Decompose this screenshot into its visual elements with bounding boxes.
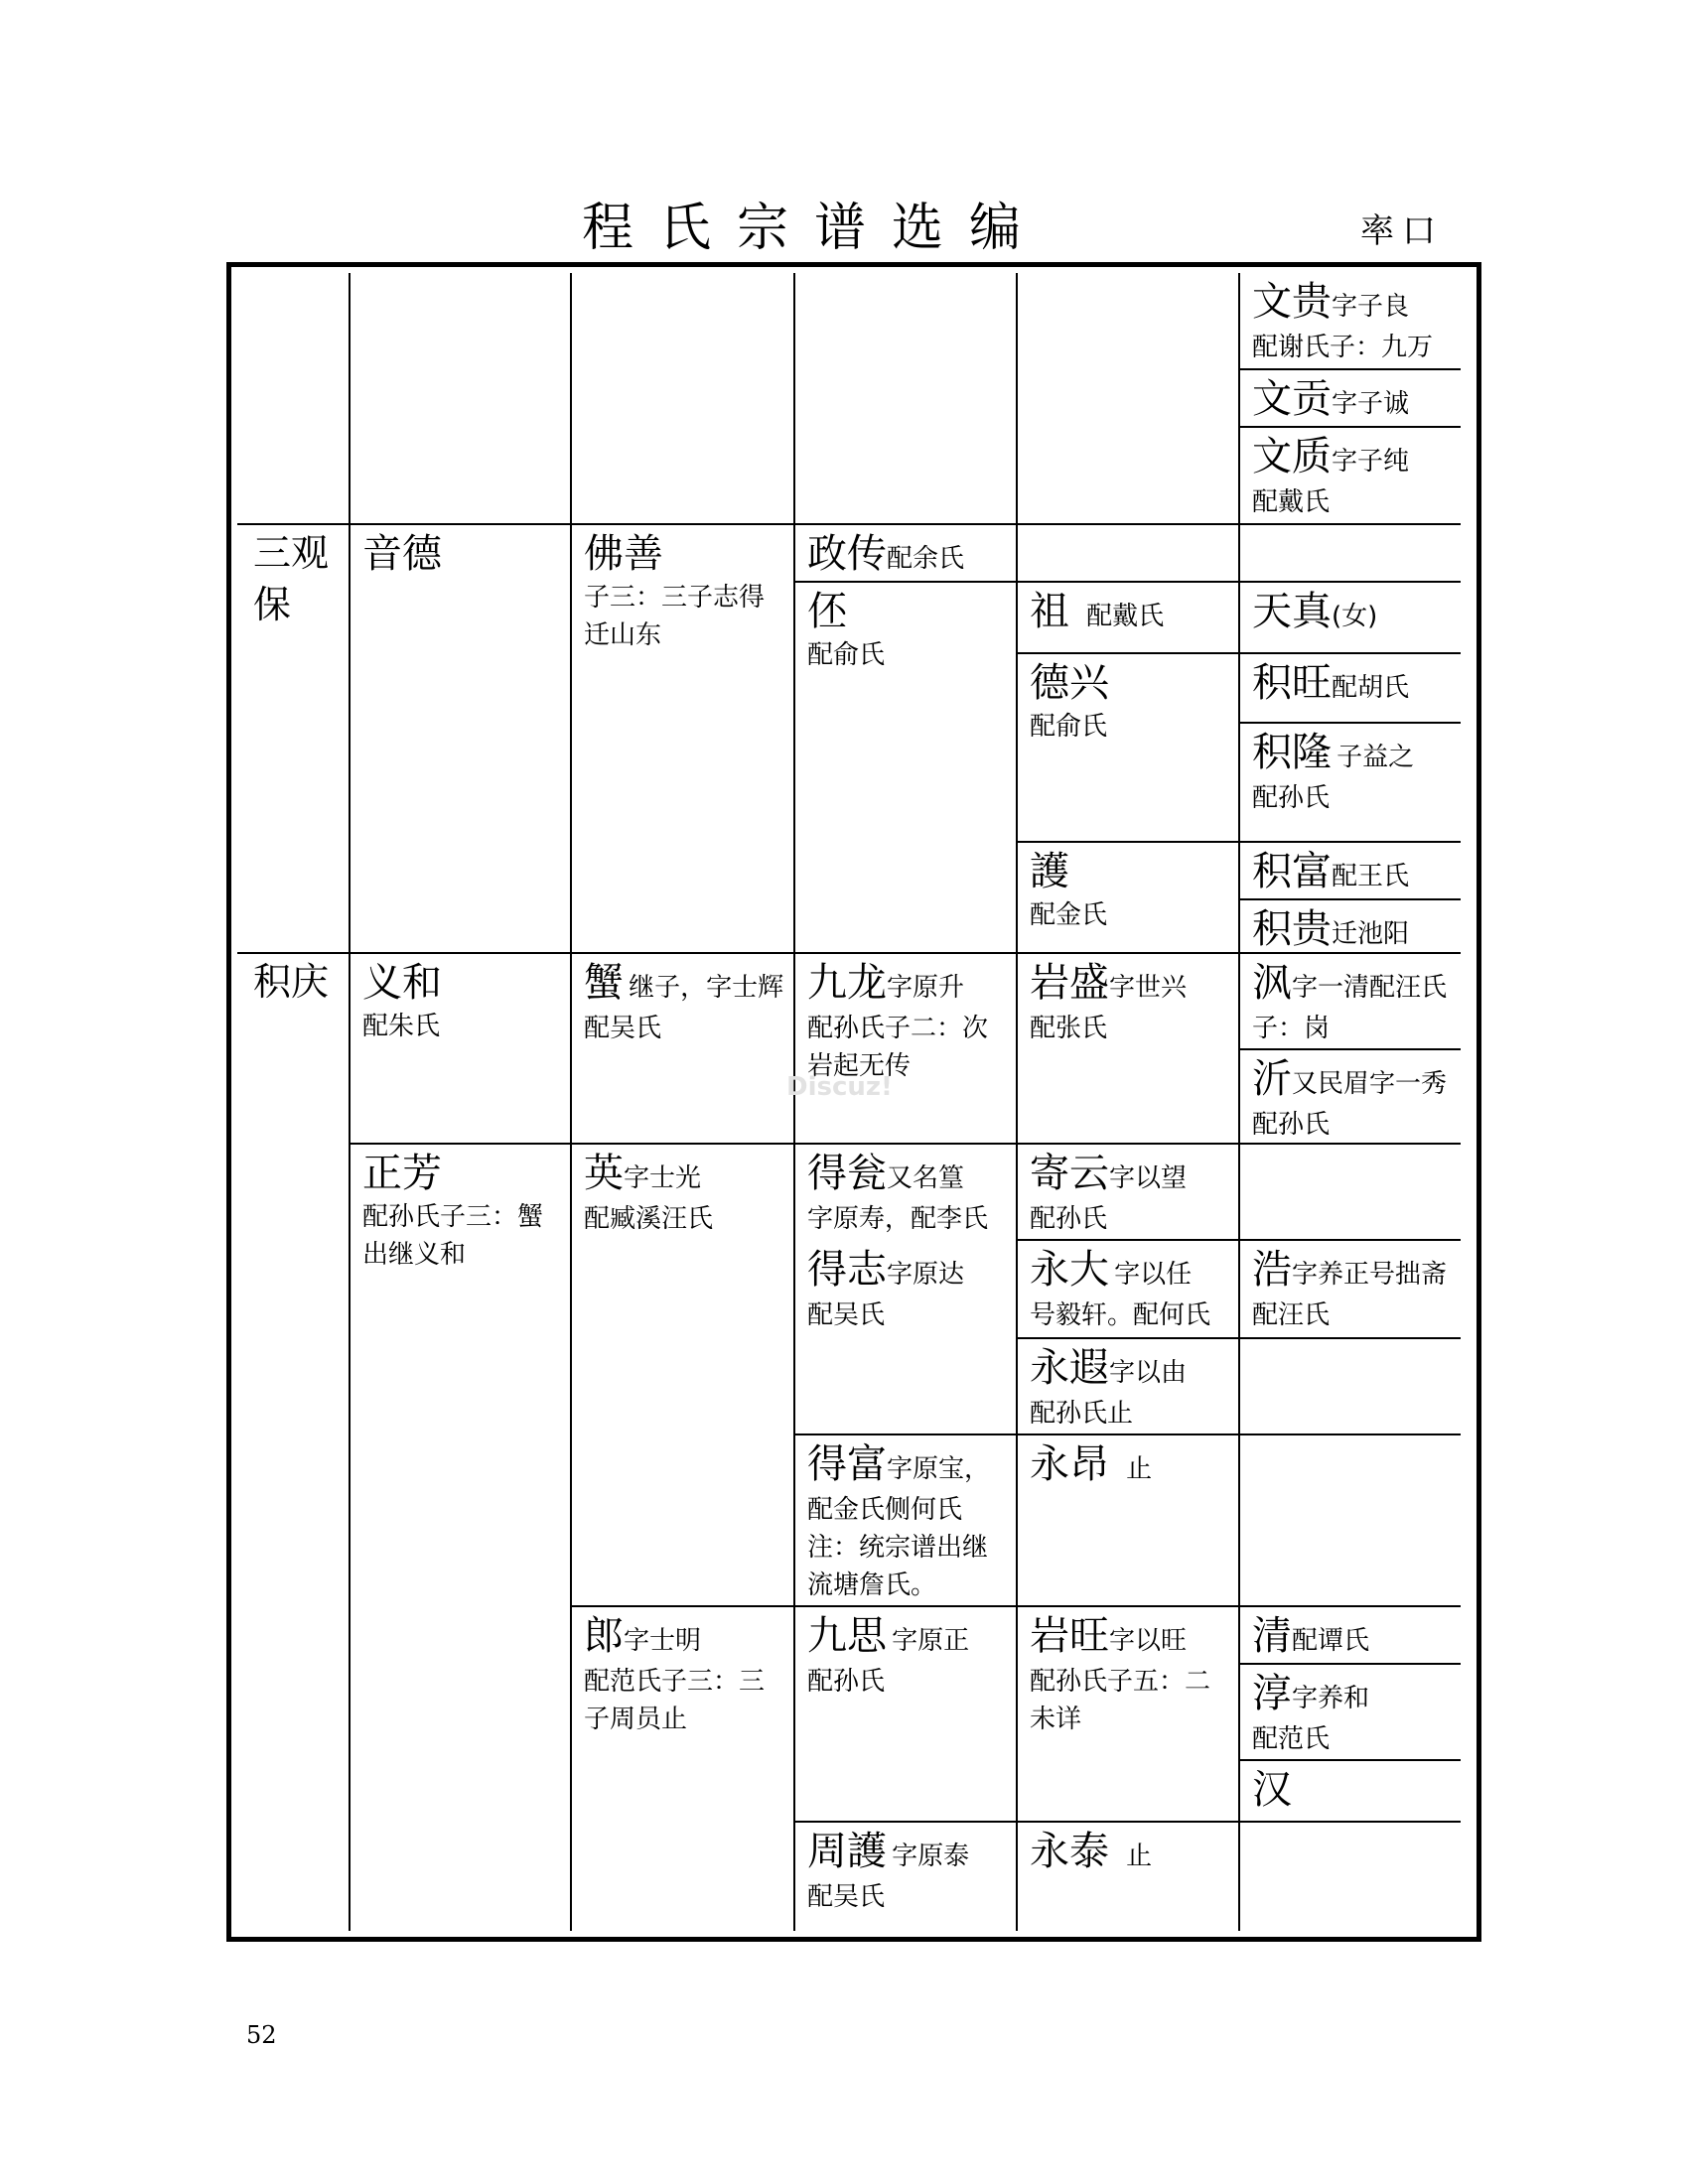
gen6-chun: [1240, 1665, 1461, 1759]
person-note: 配孙氏子五：二未详: [1030, 1667, 1211, 1734]
person-note: 配胡氏: [1332, 673, 1410, 703]
gen5-yongtai: [1018, 1823, 1238, 1931]
gen5-yansheng: [1018, 954, 1238, 1143]
person-name: 积庆: [253, 960, 330, 1004]
person-name: 蟹: [584, 960, 624, 1006]
person-name: 积贵: [1252, 906, 1332, 952]
person-name: 积旺: [1252, 660, 1332, 706]
person-name: 德兴: [1030, 660, 1109, 706]
gen3-foshan: [572, 525, 793, 952]
person-note: 字以由: [1109, 1358, 1188, 1388]
person-note: 字士光: [624, 1163, 702, 1193]
person-note: 号毅轩。配何氏: [1030, 1300, 1211, 1330]
person-name: 天真: [1252, 589, 1332, 634]
person-note: 配谭氏: [1292, 1626, 1370, 1656]
gen6-jifu: [1240, 843, 1461, 898]
gen4-deweng: [795, 1145, 1016, 1239]
person-note: 字世兴: [1109, 973, 1188, 1003]
person-name: 沨: [1252, 960, 1292, 1006]
gen4-zhouhu: [795, 1823, 1016, 1931]
person-note: 止: [1126, 1454, 1153, 1484]
person-note: 配范氏: [1252, 1724, 1331, 1754]
gen3-xie: [572, 954, 793, 1143]
person-name: 郎: [584, 1613, 624, 1659]
gen2-yihe: [351, 954, 570, 1143]
person-name: 淳: [1252, 1671, 1292, 1716]
person-name: 文质: [1252, 434, 1332, 479]
person-note: 配张氏: [1030, 1014, 1108, 1043]
gen4-jiusi: [795, 1607, 1016, 1821]
person-note: 配孙氏止: [1030, 1399, 1134, 1429]
person-note: 字原寿，配李氏: [807, 1204, 989, 1234]
genealogy-table: [226, 262, 1481, 1942]
watermark: Discuz!: [786, 1072, 893, 1102]
gen3-ying: [572, 1145, 793, 1605]
person-name: 文贵: [1252, 279, 1332, 325]
person-name: 岩旺: [1030, 1613, 1109, 1659]
person-note: 字以望: [1109, 1163, 1188, 1193]
person-note: 字原升: [887, 973, 965, 1003]
gen6-jigui: [1240, 900, 1461, 952]
page-title: 程氏宗谱选编: [581, 199, 1047, 258]
person-note: 配俞氏: [1030, 712, 1108, 742]
gen2-yinde: [351, 525, 570, 952]
gen5-zu: [1018, 583, 1238, 652]
person-note: (女): [1332, 602, 1378, 631]
person-name: 永昂: [1030, 1441, 1109, 1487]
gen1-sanguanbao: [237, 525, 349, 952]
gen6-tianzhen: [1240, 583, 1461, 652]
person-name: 积富: [1252, 849, 1332, 894]
person-note: 配孙氏子三：蟹出继义和: [362, 1202, 544, 1270]
person-note: 字原泰: [892, 1842, 970, 1871]
gen3-lang: [572, 1607, 793, 1931]
gen6-yi: [1240, 1050, 1461, 1143]
person-note: 配范氏子三：三子周员止: [584, 1667, 766, 1734]
gen5-dexing: [1018, 654, 1238, 841]
person-note: 字以旺: [1109, 1626, 1188, 1656]
person-name: 伾: [807, 589, 847, 634]
gen6-han: [1240, 1761, 1461, 1821]
person-note: 配金氏: [1030, 900, 1108, 930]
person-note: 配臧溪汪氏: [584, 1204, 714, 1234]
person-note: 配戴氏: [1086, 602, 1165, 631]
gen5-hu: [1018, 843, 1238, 952]
person-note: 配孙氏子二：次岩起无传: [807, 1014, 989, 1081]
person-note: 字原正: [892, 1626, 970, 1656]
person-note: 又名篁: [887, 1163, 965, 1193]
gen5-yongda: [1018, 1241, 1238, 1337]
person-name: 浩: [1252, 1247, 1292, 1293]
gen4-pi: [795, 583, 1016, 952]
person-name: 護: [1030, 849, 1069, 894]
gen6-feng: [1240, 954, 1461, 1048]
person-note: 止: [1126, 1842, 1153, 1871]
person-note: 配吴氏: [584, 1014, 662, 1043]
person-note: 配孙氏: [1030, 1204, 1108, 1234]
person-name: 政传: [807, 531, 887, 577]
person-name: 周護: [807, 1829, 887, 1874]
person-name: 文贡: [1252, 376, 1332, 422]
person-note: 配吴氏: [807, 1882, 886, 1912]
person-name: 清: [1252, 1613, 1292, 1659]
person-note: 配孙氏: [1252, 783, 1331, 813]
gen5-yongxia: [1018, 1339, 1238, 1433]
person-name: 沂: [1252, 1056, 1292, 1102]
person-name: 得瓮: [807, 1151, 887, 1196]
person-name: 九思: [807, 1613, 887, 1659]
person-note: 子三：三子志得迁山东: [584, 583, 766, 650]
person-name: 永遐: [1030, 1345, 1109, 1391]
person-note: 配孙氏: [807, 1667, 886, 1697]
person-note: 配俞氏: [807, 640, 886, 670]
gen4-defu: [795, 1435, 1016, 1605]
person-note: 字子诚: [1332, 389, 1410, 419]
person-note: 配谢氏子：九万: [1252, 333, 1434, 362]
person-note: 字原宝，: [887, 1454, 991, 1484]
person-note: 字子良: [1332, 292, 1410, 322]
person-note: 配吴氏: [807, 1300, 886, 1330]
person-note: 迁池阳: [1332, 919, 1410, 949]
person-name: 音德: [362, 531, 442, 577]
person-name: 佛善: [584, 531, 663, 577]
person-name: 永大: [1030, 1247, 1109, 1293]
gen4-dezhi: [795, 1241, 1016, 1433]
person-name: 寄云: [1030, 1151, 1109, 1196]
person-name: 积隆: [1252, 730, 1332, 775]
person-note: 字养和: [1292, 1684, 1370, 1713]
person-name: 得志: [807, 1247, 887, 1293]
gen6-wengong: [1240, 370, 1461, 426]
person-name: 汉: [1252, 1767, 1292, 1813]
person-name: 岩盛: [1030, 960, 1109, 1006]
person-note: 字子纯: [1332, 447, 1410, 477]
person-note: 字一清配汪氏子：岗: [1252, 973, 1448, 1043]
person-note: 配金氏侧何氏注：统宗谱出继流塘詹氏。: [807, 1495, 989, 1600]
person-note: 字养正号拙斋配汪氏: [1252, 1260, 1448, 1330]
person-note: 继子，字士辉: [629, 973, 784, 1003]
person-note: 又民眉字一秀配孙氏: [1252, 1069, 1448, 1140]
person-name: 永泰: [1030, 1829, 1109, 1874]
person-name: 英: [584, 1151, 624, 1196]
gen6-wenzhi: [1240, 428, 1461, 523]
person-name: 三观保: [253, 531, 330, 626]
person-note: 配余氏: [887, 544, 965, 574]
gen1-jiqing: [237, 954, 349, 1153]
gen4-jiulong: [795, 954, 1016, 1143]
person-note: 配王氏: [1332, 862, 1410, 891]
gen6-hao: [1240, 1241, 1461, 1337]
person-name: 祖: [1030, 589, 1069, 634]
gen6-qing: [1240, 1607, 1461, 1663]
page-number: 52: [246, 2021, 277, 2049]
person-name: 义和: [362, 960, 442, 1006]
person-note: 字士明: [624, 1626, 702, 1656]
gen4-zhengchuan: [795, 525, 1016, 581]
person-note: 配朱氏: [362, 1012, 441, 1041]
person-note: 字以任: [1114, 1260, 1193, 1290]
gen2-zhengfang: [351, 1145, 570, 1931]
person-name: 九龙: [807, 960, 887, 1006]
gen6-wengui: [1240, 273, 1461, 368]
page-subtitle: 率口: [1360, 211, 1444, 251]
gen6-jiwang: [1240, 654, 1461, 722]
person-note: 字原达: [887, 1260, 965, 1290]
gen5-jiyun: [1018, 1145, 1238, 1239]
gen5-yanwang: [1018, 1607, 1238, 1821]
person-note: 配戴氏: [1252, 487, 1331, 517]
person-note: 子益之: [1336, 743, 1415, 772]
person-name: 得富: [807, 1441, 887, 1487]
genealogy-table-body: [237, 273, 1471, 1931]
person-name: 正芳: [362, 1151, 442, 1196]
gen5-yongang: [1018, 1435, 1238, 1605]
gen6-jilong: [1240, 724, 1461, 841]
